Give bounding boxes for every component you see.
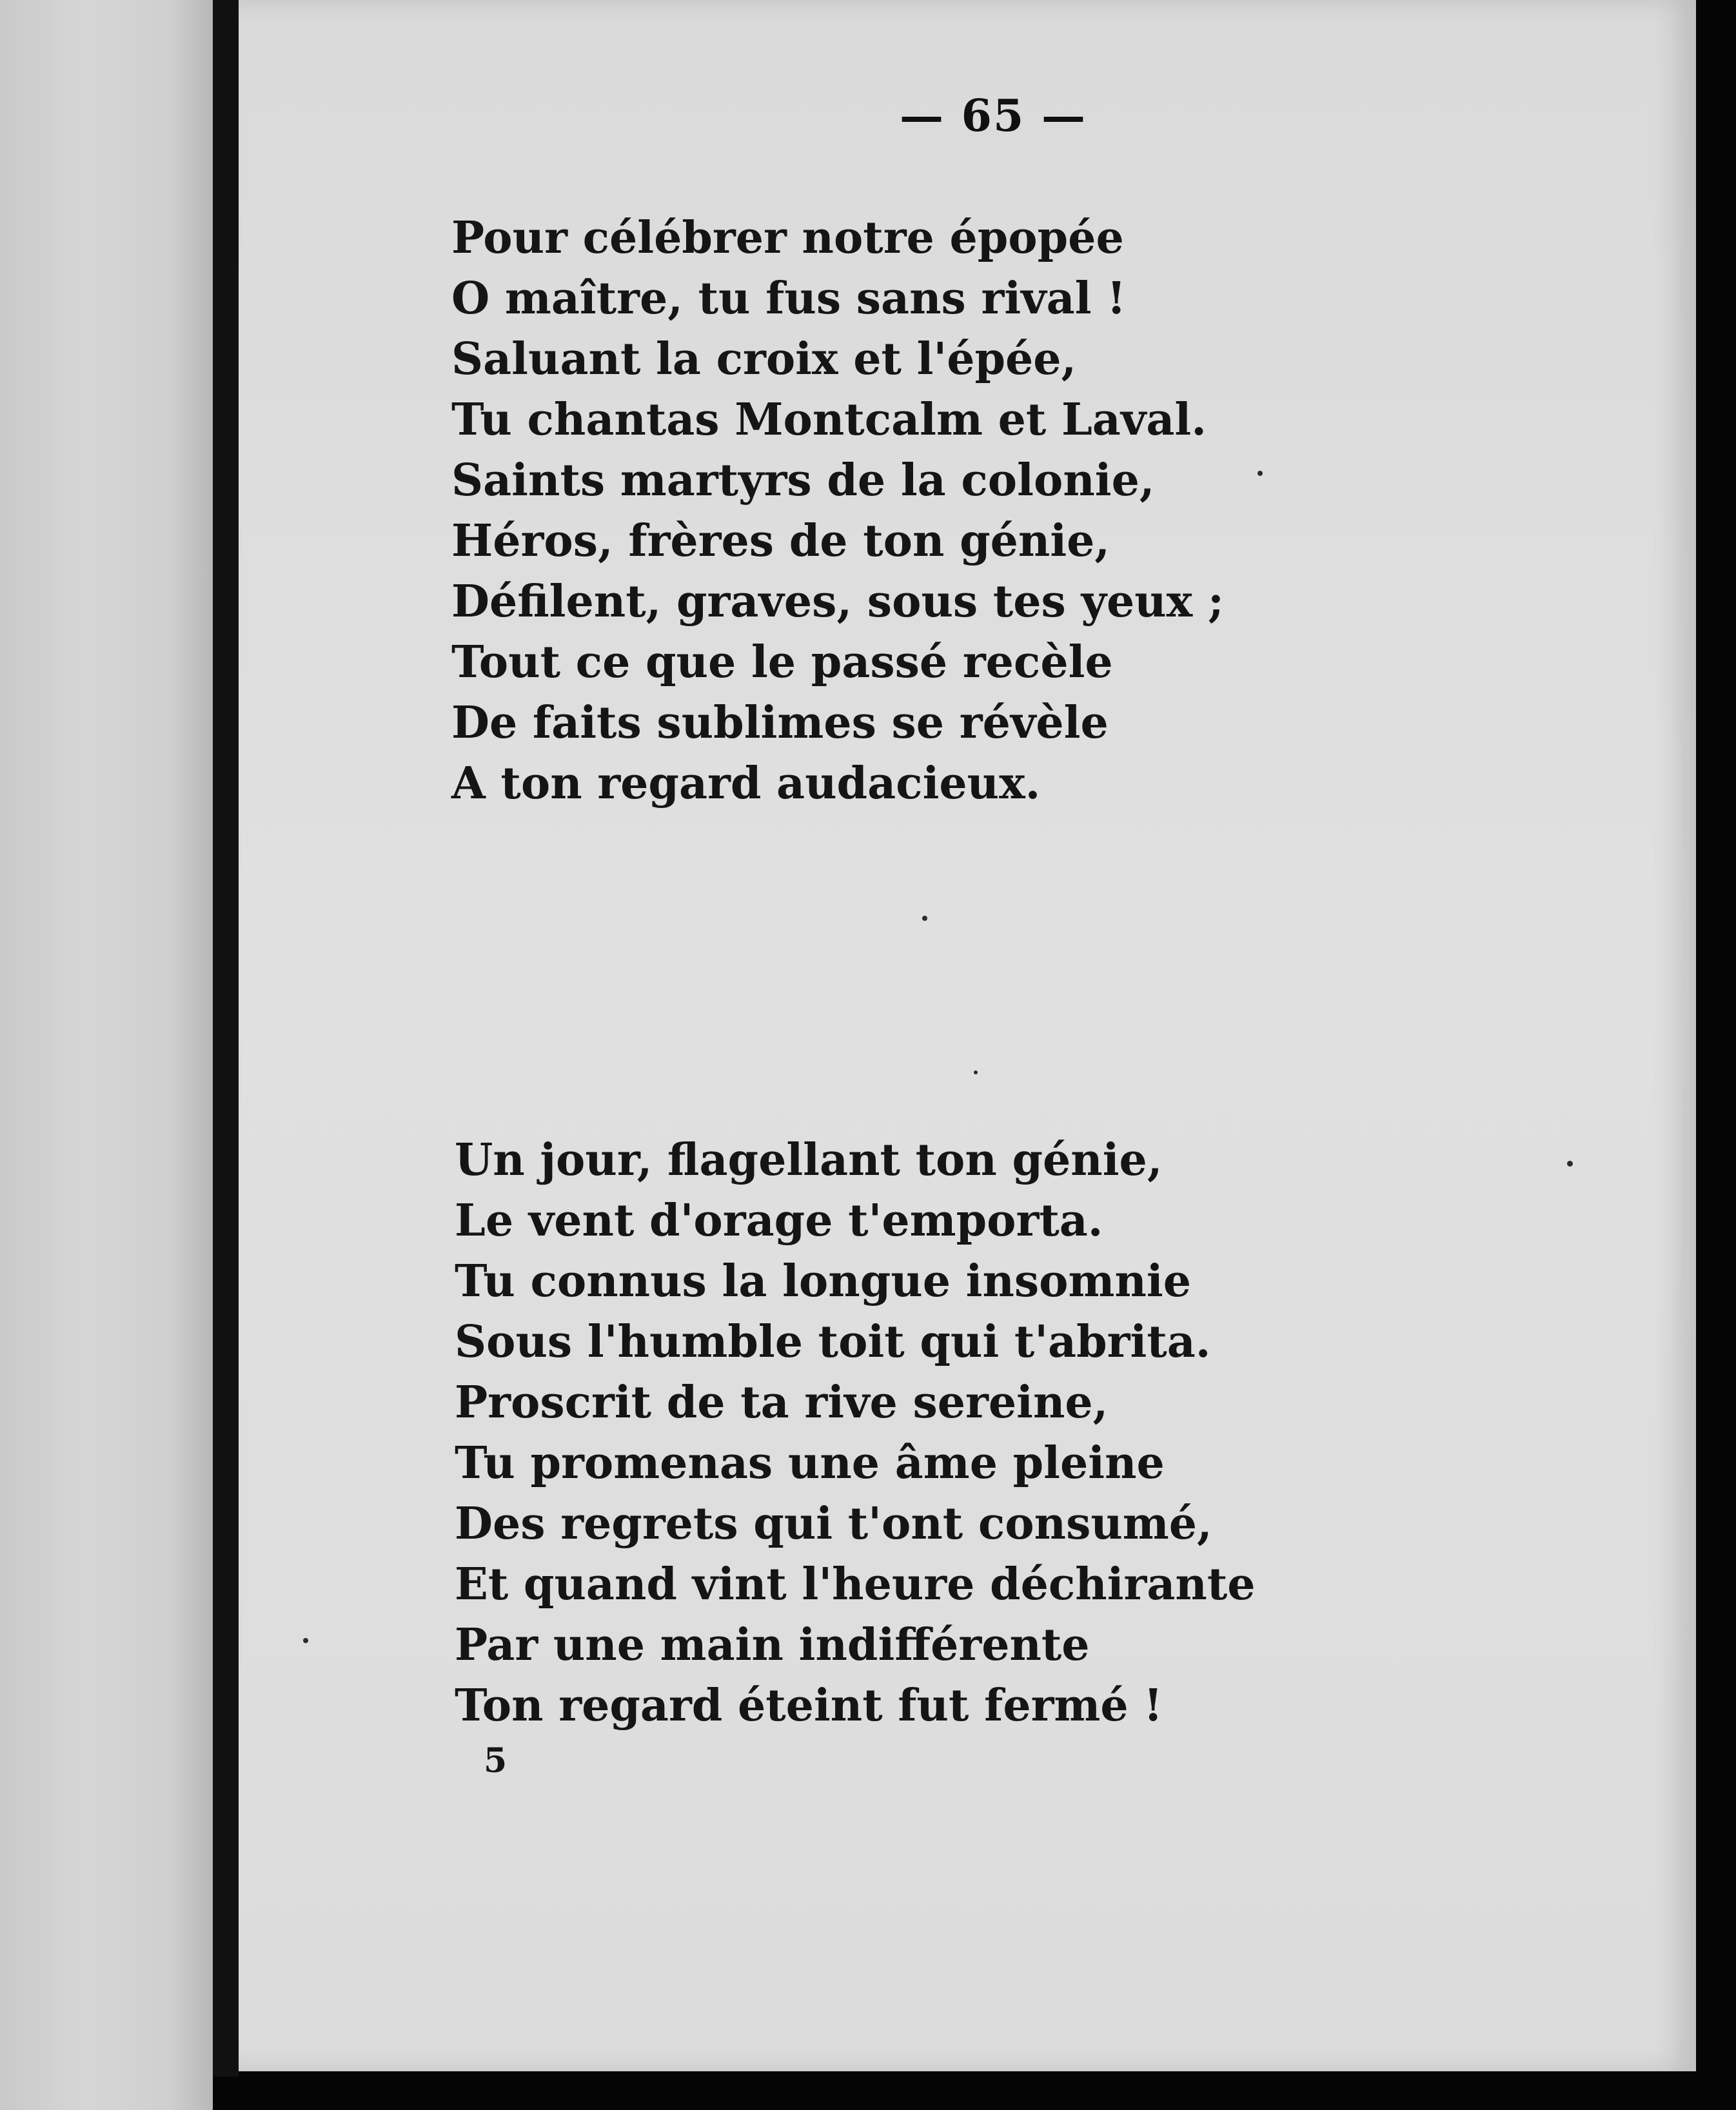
stanza (451, 208, 1224, 814)
verse-line: Proscrit de ta rive sereine, (455, 1377, 1109, 1428)
verse-line: Ton regard éteint fut fermé ! (455, 1680, 1163, 1731)
left-page-edge (0, 0, 213, 2110)
verse-line: Des regrets qui t'ont consumé, (455, 1498, 1212, 1550)
verse-line: Tout ce que le passé recèle (451, 636, 1113, 688)
page-number: — 65 — (900, 90, 1087, 142)
verse-line: Sous l'humble toit qui t'abrita. (455, 1316, 1211, 1368)
verse-line: Pour célébrer notre épopée (451, 212, 1124, 264)
verse-line: Défilent, graves, sous tes yeux ; (451, 576, 1225, 627)
scan-speck (1567, 1161, 1573, 1167)
scan-speck (974, 1070, 978, 1074)
scan-speck (1258, 471, 1263, 476)
verse-line: Un jour, flagellant ton génie, (455, 1134, 1163, 1186)
signature-mark: 5 (484, 1741, 508, 1780)
verse-line: A ton regard audacieux. (451, 758, 1041, 809)
verse-line: Tu promenas une âme pleine (455, 1437, 1165, 1489)
verse-line: De faits sublimes se révèle (451, 697, 1109, 749)
stanza (455, 1130, 1256, 1736)
verse-line: Tu chantas Montcalm et Laval. (451, 394, 1207, 446)
verse-line: Et quand vint l'heure déchirante (455, 1559, 1256, 1610)
verse-line: Saints martyrs de la colonie, (451, 455, 1155, 506)
verse-line: Par une main indifférente (455, 1619, 1090, 1671)
verse-line: Saluant la croix et l'épée, (451, 333, 1077, 385)
book-page (239, 0, 1696, 2071)
scan-speck (922, 916, 927, 921)
book-gutter (213, 0, 239, 2076)
verse-line: Le vent d'orage t'emporta. (455, 1195, 1103, 1247)
verse-line: Héros, frères de ton génie, (451, 515, 1110, 567)
scan-speck (303, 1638, 308, 1643)
verse-line: O maître, tu fus sans rival ! (451, 273, 1127, 324)
verse-line: Tu connus la longue insomnie (455, 1256, 1192, 1307)
